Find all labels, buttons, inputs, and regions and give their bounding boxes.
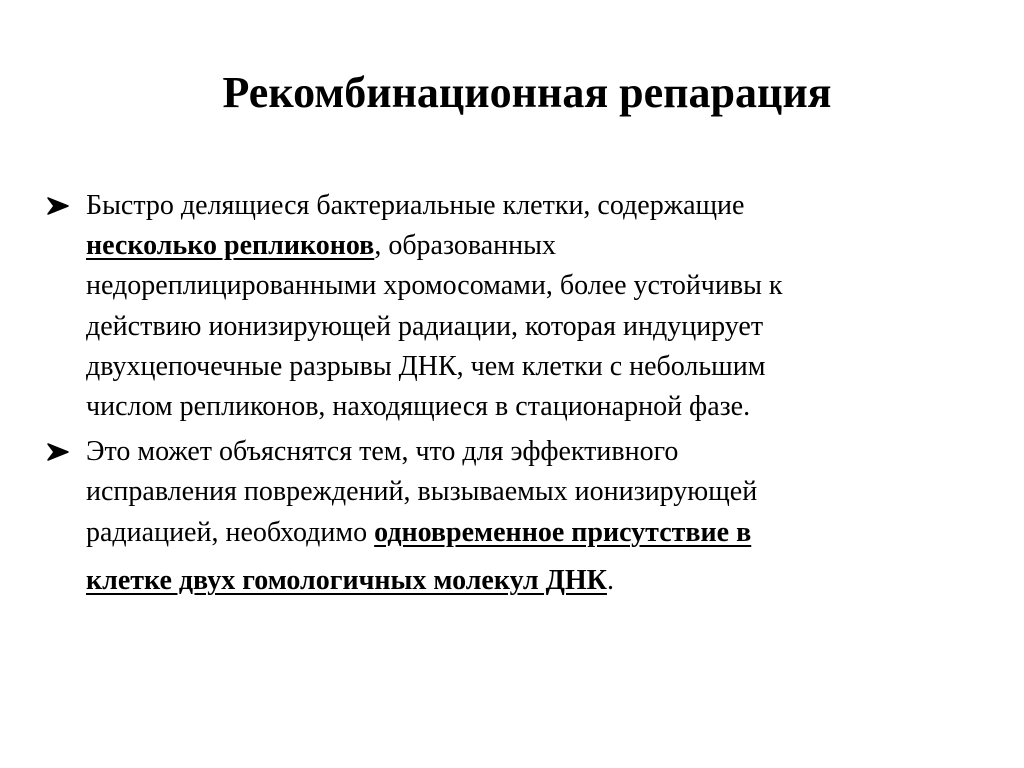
emphasized-term: одновременное присутствие в [374, 516, 752, 548]
bullet-text-fragment: . [606, 564, 614, 596]
bullet-text-line: действию ионизирующей радиации, которая индуцирует [86, 310, 764, 342]
bullet-list [46, 186, 956, 614]
bullet-text-line: исправления повреждений, вызываемых ионизирующей [86, 476, 758, 508]
bullet-text-line [86, 226, 956, 266]
bullet-text-line: двухцепочечные разрывы ДНК, чем клетки с небольшим [86, 350, 766, 382]
arrowhead-bullet-icon [46, 190, 70, 222]
bullet-text-line: Это может объяснятся тем, что для эффективного [86, 436, 679, 468]
bullet-text-line [86, 513, 956, 553]
bullet-text-line [86, 553, 614, 609]
bullet-text-fragment: , образованных [374, 230, 556, 262]
bullet-text-line: Быстро делящиеся бактериальные клетки, содержащие [86, 190, 745, 221]
bullet-item [46, 186, 956, 427]
emphasized-term: несколько репликонов [86, 230, 375, 262]
bullet-text-line: числом репликонов, находящиеся в стационарной фазе. [86, 391, 751, 423]
bullet-item [46, 432, 956, 609]
bullet-text-fragment: радиацией, необходимо [86, 516, 375, 548]
slide-title: Рекомбинационная репарация [222, 68, 832, 117]
arrowhead-bullet-icon [46, 436, 70, 468]
bullet-text-line: недореплицированными хромосомами, более устойчивы к [86, 270, 783, 302]
emphasized-term: клетке двух гомологичных молекул ДНК [86, 564, 607, 596]
